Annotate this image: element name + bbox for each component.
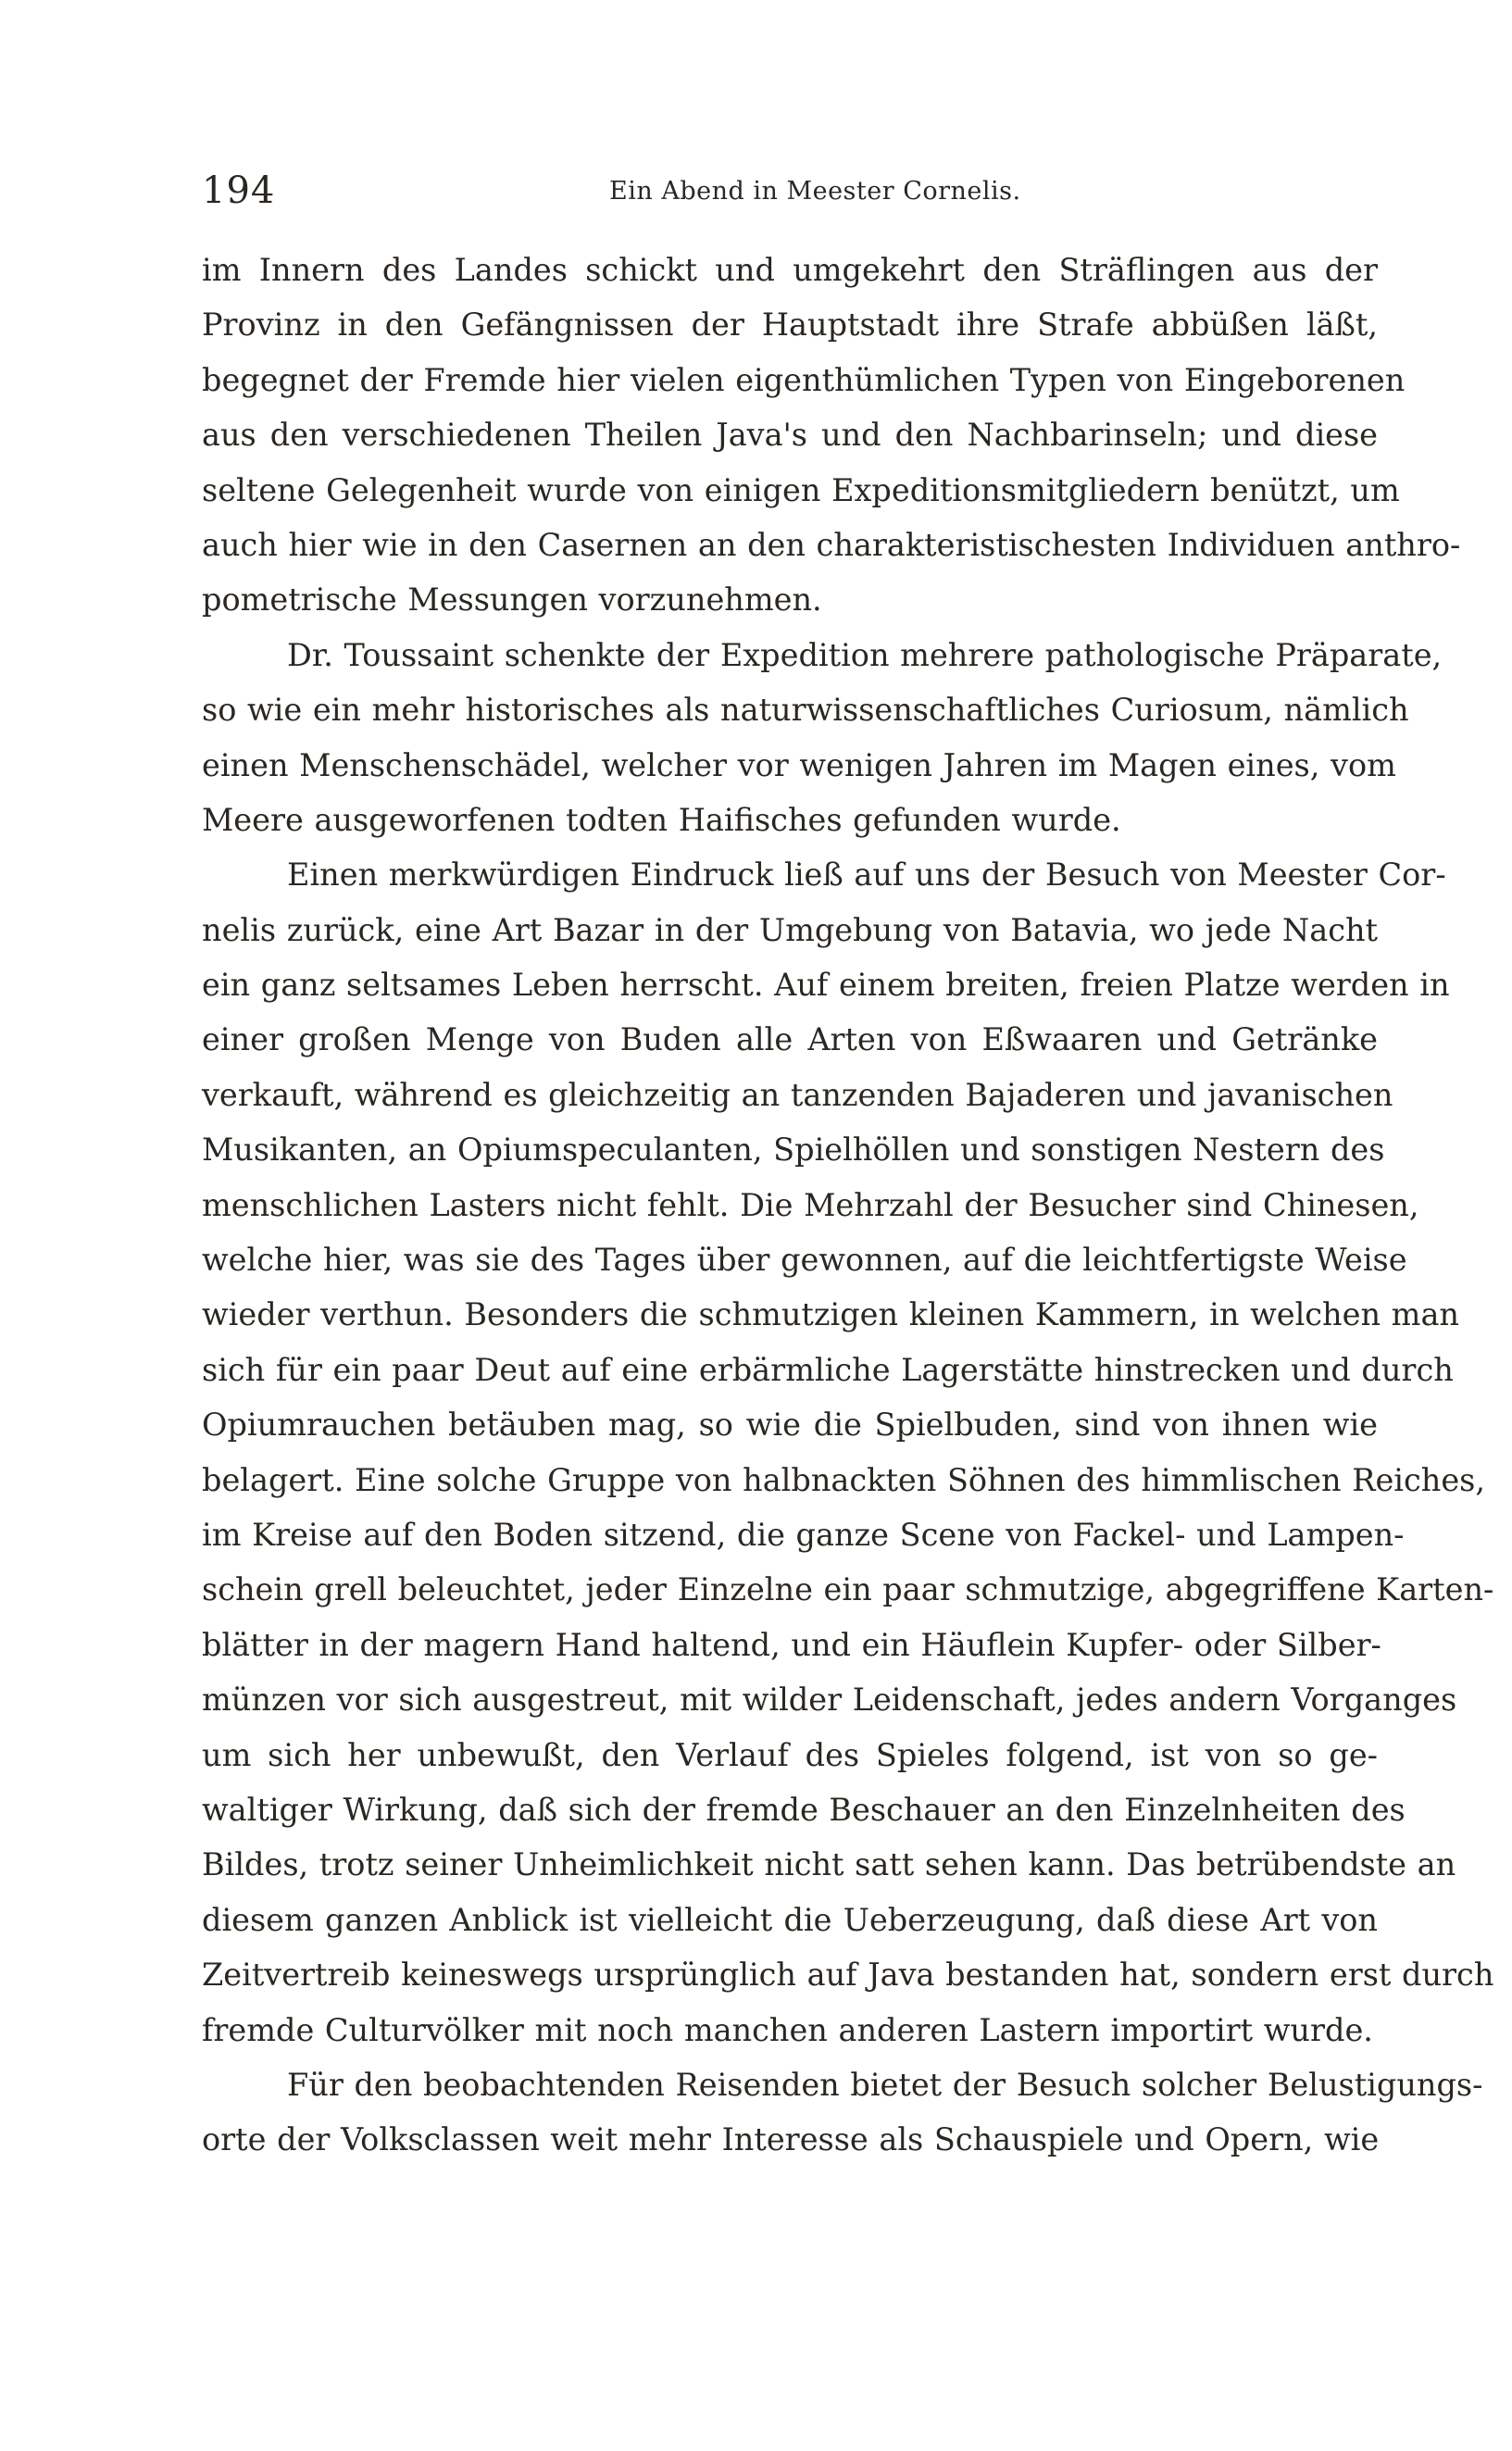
text-line: einer großen Menge von Buden alle Arten von Eßwaaren und Getränke (202, 1021, 1378, 1058)
text-line: sich für ein paar Deut auf eine erbärmliche Lagerstätte hinstrecken und durch (202, 1351, 1454, 1388)
page-header (202, 163, 1382, 219)
text-line: welche hier, was sie des Tages über gewonnen, auf die leichtfertigste Weise (202, 1242, 1407, 1279)
text-line: begegnet der Fremde hier vielen eigenthümlichen Typen von Eingeborenen (202, 361, 1406, 398)
text-line: Provinz in den Gefängnissen der Hauptstadt ihre Strafe abbüßen läßt, (202, 306, 1378, 344)
text-line: seltene Gelegenheit wurde von einigen Expeditionsmitgliedern benützt, um (202, 471, 1400, 508)
text-line: Bildes, trotz seiner Unheimlichkeit nicht satt sehen kann. Das betrübendste an (202, 1846, 1456, 1883)
text-line: einen Menschenschädel, welcher vor wenigen Jahren im Magen eines, vom (202, 746, 1396, 783)
text-line: im Innern des Landes schickt und umgekehrt den Sträflingen aus der (202, 252, 1378, 288)
text-line: Einen merkwürdigen Eindruck ließ auf uns der Besuch von Meester Cor- (287, 857, 1446, 894)
text-line: waltiger Wirkung, daß sich der fremde Beschauer an den Einzelnheiten des (202, 1791, 1406, 1828)
text-line: so wie ein mehr historisches als naturwissenschaftliches Curiosum, nämlich (202, 692, 1409, 729)
text-line: diesem ganzen Anblick ist vielleicht die Ueberzeugung, daß diese Art von (202, 1901, 1378, 1938)
text-line: ein ganz seltsames Leben herrscht. Auf einem breiten, freien Platze werden in (202, 967, 1450, 1004)
text-line: Zeitvertreib keineswegs ursprünglich auf Java bestanden hat, sondern erst durch (202, 1957, 1494, 1994)
text-line: verkauft, während es gleichzeitig an tanzenden Bajaderen und javanischen (202, 1076, 1393, 1113)
text-line: pometrische Messungen vorzunehmen. (202, 581, 822, 619)
text-line: Opiumrauchen betäuben mag, so wie die Spielbuden, sind von ihnen wie (202, 1407, 1378, 1444)
text-line: orte der Volksclassen weit mehr Interesse als Schauspiele und Opern, wie (202, 2121, 1380, 2158)
text-line: Musikanten, an Opiumspeculanten, Spielhöllen und sonstigen Nestern des (202, 1132, 1385, 1169)
text-line: blätter in der magern Hand haltend, und ein Häuflein Kupfer- oder Silber- (202, 1626, 1381, 1663)
body-text (202, 243, 1494, 2168)
text-line: um sich her unbewußt, den Verlauf des Spieles folgend, ist von so ge- (202, 1736, 1378, 1773)
text-line: schein grell beleuchtet, jeder Einzelne ein paar schmutzige, abgegriffene Karten- (202, 1571, 1494, 1608)
running-title: Ein Abend in Meester Cornelis. (609, 177, 1021, 206)
text-line: Für den beobachtenden Reisenden bietet der Besuch solcher Belustigungs- (287, 2066, 1483, 2103)
text-line: münzen vor sich ausgestreut, mit wilder Leidenschaft, jedes andern Vorganges (202, 1682, 1457, 1719)
text-line: Dr. Toussaint schenkte der Expedition mehrere pathologische Präparate, (287, 636, 1443, 673)
text-line: belagert. Eine solche Gruppe von halbnackten Söhnen des himmlischen Reiches, (202, 1461, 1485, 1498)
text-line: im Kreise auf den Boden sitzend, die ganze Scene von Fackel- und Lampen- (202, 1516, 1405, 1553)
page-number: 194 (202, 169, 276, 212)
text-line: wieder verthun. Besonders die schmutzigen kleinen Kammern, in welchen man (202, 1296, 1459, 1333)
text-line: fremde Culturvölker mit noch manchen anderen Lastern importirt wurde. (202, 2011, 1373, 2048)
text-line: menschlichen Lasters nicht fehlt. Die Mehrzahl der Besucher sind Chinesen, (202, 1186, 1419, 1223)
text-line: Meere ausgeworfenen todten Haifisches gefunden wurde. (202, 801, 1121, 838)
text-line: aus den verschiedenen Theilen Java's und den Nachbarinseln; und diese (202, 417, 1378, 454)
text-line: nelis zurück, eine Art Bazar in der Umgebung von Batavia, wo jede Nacht (202, 911, 1378, 948)
text-line: auch hier wie in den Casernen an den charakteristischesten Individuen anthro- (202, 526, 1461, 563)
